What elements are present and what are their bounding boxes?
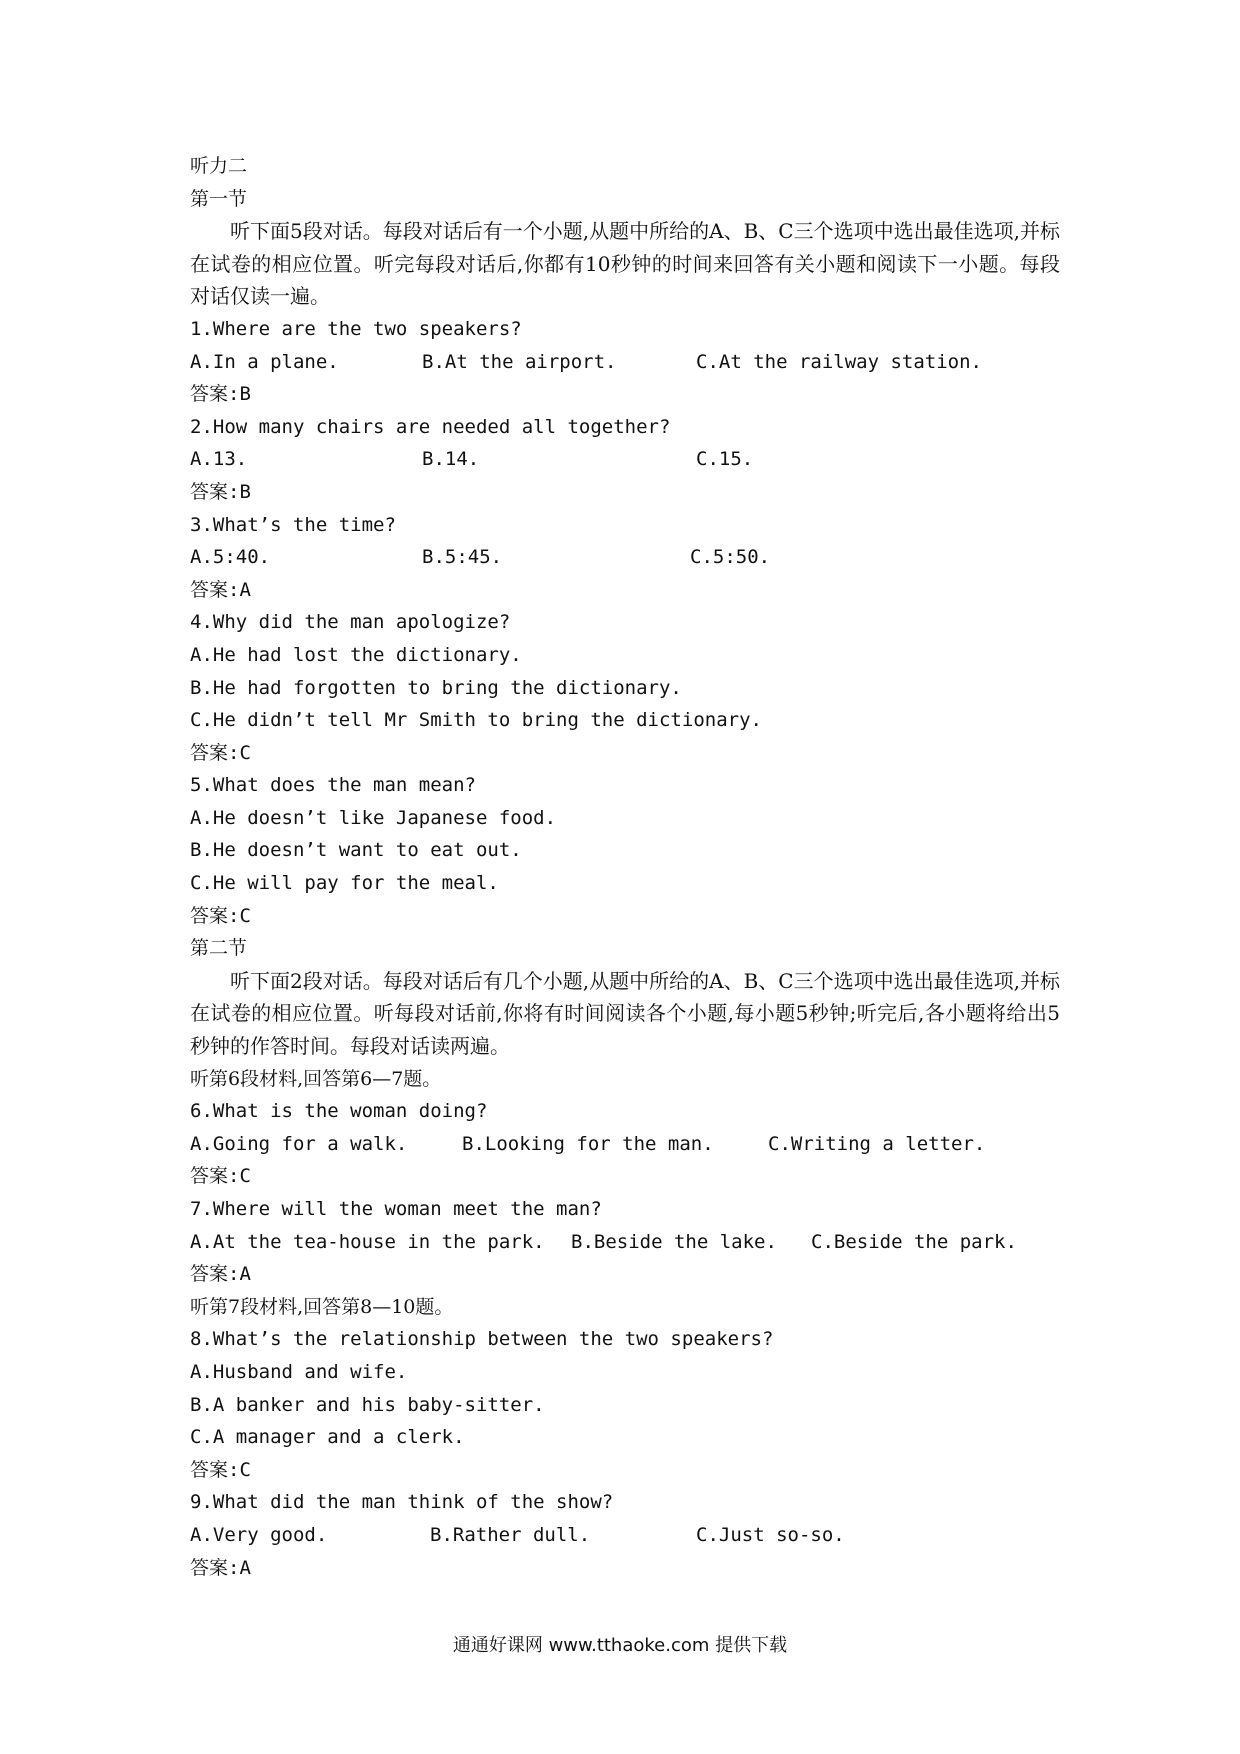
option-b: B.A banker and his baby-sitter. bbox=[190, 1393, 545, 1416]
option-a: A.At the tea-house in the park. bbox=[190, 1230, 545, 1253]
section-2-heading: 第二节 bbox=[190, 937, 248, 960]
question-9: 9.What did the man think of the show? bbox=[190, 1491, 614, 1514]
option-c: C.Just so-so. bbox=[696, 1523, 845, 1546]
answer-8: 答案:C bbox=[190, 1458, 251, 1481]
option-a: A.Husband and wife. bbox=[190, 1360, 408, 1383]
question-6: 6.What is the woman doing? bbox=[190, 1100, 488, 1123]
answer-5: 答案:C bbox=[190, 904, 251, 927]
answer-4: 答案:C bbox=[190, 741, 251, 764]
section-1-instructions: 听下面5段对话。每段对话后有一个小题,从题中所给的A、B、C三个选项中选出最佳选项,并标在试卷的相应位置。听完每段对话后,你都有10秒钟的时间来回答有关小题和阅读下一小题。每段对话仅读一遍。 bbox=[190, 219, 1060, 309]
question-8: 8.What’s the relationship between the two speakers? bbox=[190, 1328, 774, 1351]
option-c: C.15. bbox=[696, 448, 754, 471]
page-footer: 通通好课网 www.tthaoke.com 提供下载 bbox=[452, 1635, 788, 1656]
option-b: B.He doesn’t want to eat out. bbox=[190, 839, 522, 862]
option-b: B.Beside the lake. bbox=[571, 1230, 777, 1253]
question-2: 2.How many chairs are needed all together? bbox=[190, 415, 671, 438]
material-7-heading: 听第7段材料,回答第8—10题。 bbox=[190, 1295, 454, 1318]
answer-7: 答案:A bbox=[190, 1263, 251, 1286]
option-b: B.He had forgotten to bring the dictionary. bbox=[190, 676, 682, 699]
option-a: A.In a plane. bbox=[190, 350, 339, 373]
option-c: C.Beside the park. bbox=[811, 1230, 1017, 1253]
option-c: C.At the railway station. bbox=[696, 350, 982, 373]
option-c: C.He will pay for the meal. bbox=[190, 872, 499, 895]
option-b: B.At the airport. bbox=[422, 350, 617, 373]
section-1-heading: 第一节 bbox=[190, 187, 248, 210]
option-b: B.5:45. bbox=[422, 546, 503, 569]
document-body bbox=[190, 150, 1060, 1584]
section-2-instructions: 听下面2段对话。每段对话后有几个小题,从题中所给的A、B、C三个选项中选出最佳选项,并标在试卷的相应位置。听每段对话前,你将有时间阅读各个小题,每小题5秒钟;听完后,各小题将给出5秒钟的作答时间。每段对话读两遍。 bbox=[190, 968, 1060, 1059]
option-a: A.5:40. bbox=[190, 546, 271, 569]
option-c: C.Writing a letter. bbox=[768, 1132, 986, 1155]
question-7-options bbox=[190, 1226, 1060, 1259]
option-c: C.5:50. bbox=[690, 546, 771, 569]
question-3-options bbox=[190, 541, 1060, 574]
question-4: 4.Why did the man apologize? bbox=[190, 611, 511, 634]
page-title: 听力二 bbox=[190, 155, 248, 177]
option-a: A.He doesn’t like Japanese food. bbox=[190, 806, 557, 829]
question-3: 3.What’s the time? bbox=[190, 513, 396, 536]
question-7: 7.Where will the woman meet the man? bbox=[190, 1198, 602, 1220]
question-2-options bbox=[190, 443, 1060, 476]
answer-3: 答案:A bbox=[190, 578, 251, 601]
material-6-heading: 听第6段材料,回答第6—7题。 bbox=[190, 1067, 442, 1090]
answer-9: 答案:A bbox=[190, 1556, 251, 1579]
question-1-options bbox=[190, 346, 1060, 379]
answer-1: 答案:B bbox=[190, 383, 251, 406]
question-5: 5.What does the man mean? bbox=[190, 774, 476, 797]
option-c: C.A manager and a clerk. bbox=[190, 1426, 465, 1449]
option-b: B.14. bbox=[422, 448, 480, 471]
question-9-options bbox=[190, 1519, 1060, 1552]
answer-6: 答案:C bbox=[190, 1165, 251, 1188]
option-a: A.He had lost the dictionary. bbox=[190, 643, 522, 666]
option-b: B.Looking for the man. bbox=[462, 1132, 714, 1155]
answer-2: 答案:B bbox=[190, 480, 251, 503]
question-6-options bbox=[190, 1128, 1060, 1161]
option-c: C.He didn’t tell Mr Smith to bring the dictionary. bbox=[190, 709, 762, 732]
option-b: B.Rather dull. bbox=[430, 1523, 591, 1546]
option-a: A.Going for a walk. bbox=[190, 1132, 408, 1155]
option-a: A.Very good. bbox=[190, 1523, 328, 1546]
question-1: 1.Where are the two speakers? bbox=[190, 317, 522, 340]
option-a: A.13. bbox=[190, 448, 248, 471]
